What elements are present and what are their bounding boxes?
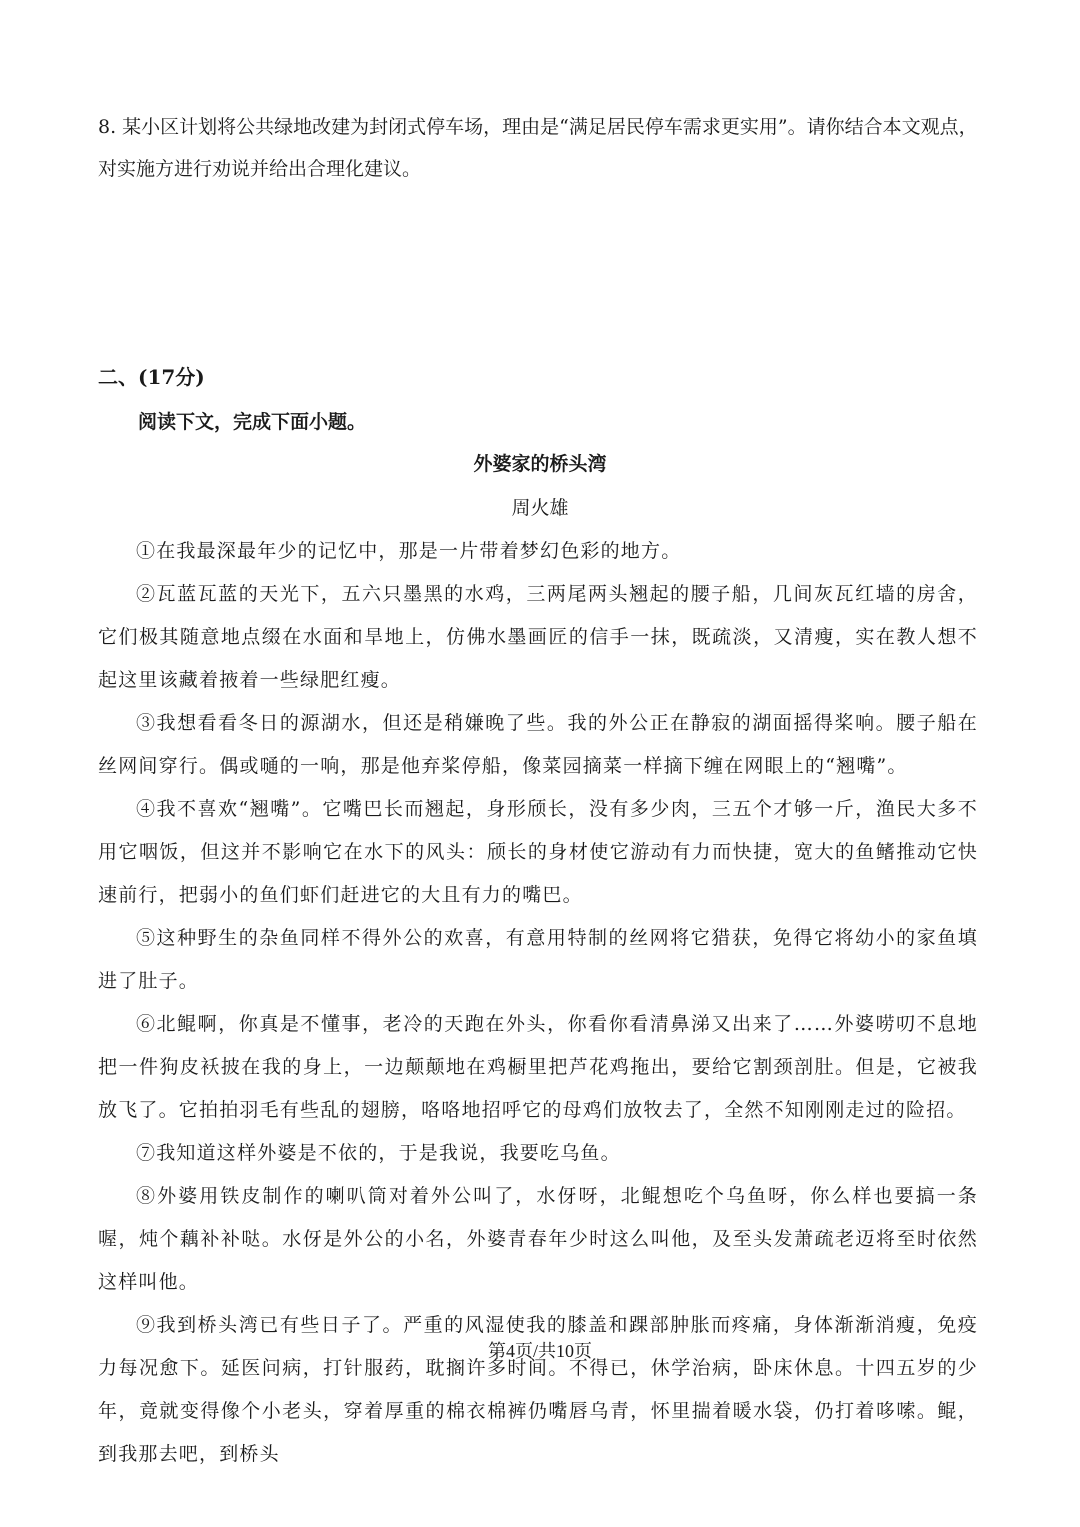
paragraph-1: ①在我最深最年少的记忆中，那是一片带着梦幻色彩的地方。 — [136, 540, 682, 562]
question-8: 8. 某小区计划将公共绿地改建为封闭式停车场，理由是“满足居民停车需求更实用”。请你结合本文观点，对实施方进行劝说并给出合理化建议。 — [98, 116, 978, 180]
section-heading: 二、(17分) — [98, 365, 205, 389]
paragraph-6: ⑥北鲲啊，你真是不懂事，老冷的天跑在外头，你看你看清鼻涕又出来了……外婆唠叨不息地把一件狗皮袄披在我的身上，一边颠颠地在鸡橱里把芦花鸡拖出，要给它割颈剖肚。但是，它被我放飞了。它拍拍羽毛有些乱的翅膀，咯咯地招呼它的母鸡们放牧去了，全然不知刚刚走过的险招。 — [98, 1013, 978, 1121]
paragraph-4: ④我不喜欢“翘嘴”。它嘴巴长而翘起，身形颀长，没有多少肉，三五个才够一斤，渔民大多不用它咽饭，但这并不影响它在水下的风头：颀长的身材使它游动有力而快捷，宽大的鱼鳍推动它快速前行，把弱小的鱼们虾们赶进它的大且有力的嘴巴。 — [98, 798, 978, 906]
reading-instruction: 阅读下文，完成下面小题。 — [138, 411, 367, 433]
paragraph-7: ⑦我知道这样外婆是不依的，于是我说，我要吃乌鱼。 — [136, 1142, 621, 1164]
article-author: 周火雄 — [511, 497, 569, 519]
article-title: 外婆家的桥头湾 — [473, 453, 607, 475]
paragraph-8: ⑧外婆用铁皮制作的喇叭筒对着外公叫了，水伢呀，北鲲想吃个乌鱼呀，你么样也要搞一条喔，炖个藕补补哒。水伢是外公的小名，外婆青春年少时这么叫他，及至头发萧疏老迈将至时依然这样叫他。 — [98, 1185, 978, 1293]
article-body — [98, 530, 978, 1476]
paragraph-2: ②瓦蓝瓦蓝的天光下，五六只墨黑的水鸡，三两尾两头翘起的腰子船，几间灰瓦红墙的房舍，它们极其随意地点缀在水面和旱地上，仿佛水墨画匠的信手一抹，既疏淡，又清瘦，实在教人想不起这里该藏着掖着一些绿肥红瘦。 — [98, 583, 978, 691]
paragraph-5: ⑤这种野生的杂鱼同样不得外公的欢喜，有意用特制的丝网将它猎获，免得它将幼小的家鱼填进了肚子。 — [98, 927, 978, 992]
paragraph-3: ③我想看看冬日的源湖水，但还是稍嫌晚了些。我的外公正在静寂的湖面摇得桨响。腰子船在丝网间穿行。偶或嗵的一响，那是他弃桨停船，像菜园摘菜一样摘下缠在网眼上的“翘嘴”。 — [98, 712, 978, 777]
paragraph-9: ⑨我到桥头湾已有些日子了。严重的风湿使我的膝盖和踝部肿胀而疼痛，身体渐渐消瘦，免疫力每况愈下。延医问病，打针服药，耽搁许多时间。不得已，休学治病，卧床休息。十四五岁的少年，竟就变得像个小老头，穿着厚重的棉衣棉裤仍嘴唇乌青，怀里揣着暖水袋，仍打着哆嗦。鲲，到我那去吧，到桥头 — [98, 1314, 978, 1465]
page-number: 第4页/共10页 — [487, 1341, 592, 1361]
